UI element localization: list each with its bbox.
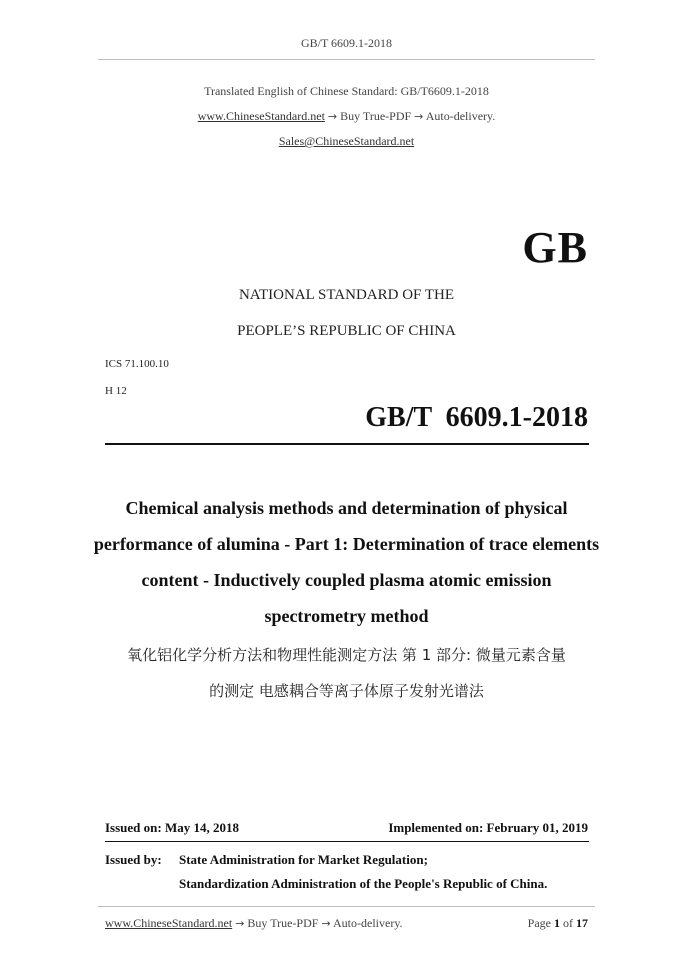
page-current: 1 — [554, 916, 560, 930]
footer-site-link[interactable]: www.ChineseStandard.net — [105, 916, 233, 930]
title-chinese-line-1: 氧化铝化学分析方法和物理性能测定方法 第 1 部分: 微量元素含量 — [127, 646, 566, 664]
issuer-1: State Administration for Market Regulation; — [179, 852, 428, 867]
translation-notice: Translated English of Chinese Standard: GB/T6609.1-2018 — [204, 84, 489, 98]
issuance-rule — [105, 841, 589, 842]
standard-number-rule — [105, 443, 589, 445]
footer-divider — [98, 906, 595, 907]
site-link[interactable]: www.ChineseStandard.net — [197, 109, 325, 123]
email-line — [0, 134, 693, 149]
issuer-block — [105, 848, 547, 896]
standard-number: GB/T 6609.1-2018 — [365, 402, 588, 433]
arrow-right-icon: → — [327, 110, 338, 123]
footer-auto-delivery-text: Auto-delivery. — [333, 916, 403, 930]
header-divider — [98, 59, 595, 60]
page-indicator — [528, 916, 588, 931]
implemented-on-date: Implemented on: February 01, 2019 — [388, 820, 588, 835]
issued-on-date: Issued on: May 14, 2018 — [105, 820, 239, 835]
sales-email-link[interactable]: Sales@ChineseStandard.net — [278, 134, 415, 148]
purchase-line — [0, 109, 693, 124]
ics-code: ICS 71.100.10 — [105, 358, 169, 370]
running-header: GB/T 6609.1-2018 — [300, 36, 393, 50]
arrow-right-icon: → — [235, 917, 245, 930]
auto-delivery-text: Auto-delivery. — [425, 109, 496, 123]
title-english: Chemical analysis methods and determination of physical performance of alumina - Part 1: Determination of trace elements content - Inductively coupled plasma atomic emission spectrometry method — [93, 498, 600, 626]
title-chinese — [80, 637, 613, 709]
issuer-2: Standardization Administration of the People's Republic of China. — [179, 876, 548, 891]
page-total: 17 — [576, 916, 588, 930]
page-label: Page — [527, 916, 551, 930]
issuance-dates — [105, 820, 588, 836]
buy-true-pdf-text: Buy True-PDF — [340, 109, 412, 123]
arrow-right-icon: → — [414, 110, 424, 123]
gb-logo: GB — [522, 223, 588, 272]
page-of: of — [563, 916, 573, 930]
title-chinese-line-2: 的测定 电感耦合等离子体原子发射光谱法 — [209, 682, 484, 700]
issued-by-label: Issued by: — [105, 852, 162, 867]
national-standard-line-1: NATIONAL STANDARD OF THE — [238, 287, 455, 303]
footer-buy-true-pdf-text: Buy True-PDF — [247, 916, 319, 930]
footer-purchase-line — [105, 916, 403, 931]
arrow-right-icon: → — [321, 917, 331, 930]
ccs-code: H 12 — [105, 385, 127, 397]
national-standard-line-2: PEOPLE’S REPUBLIC OF CHINA — [237, 323, 456, 339]
